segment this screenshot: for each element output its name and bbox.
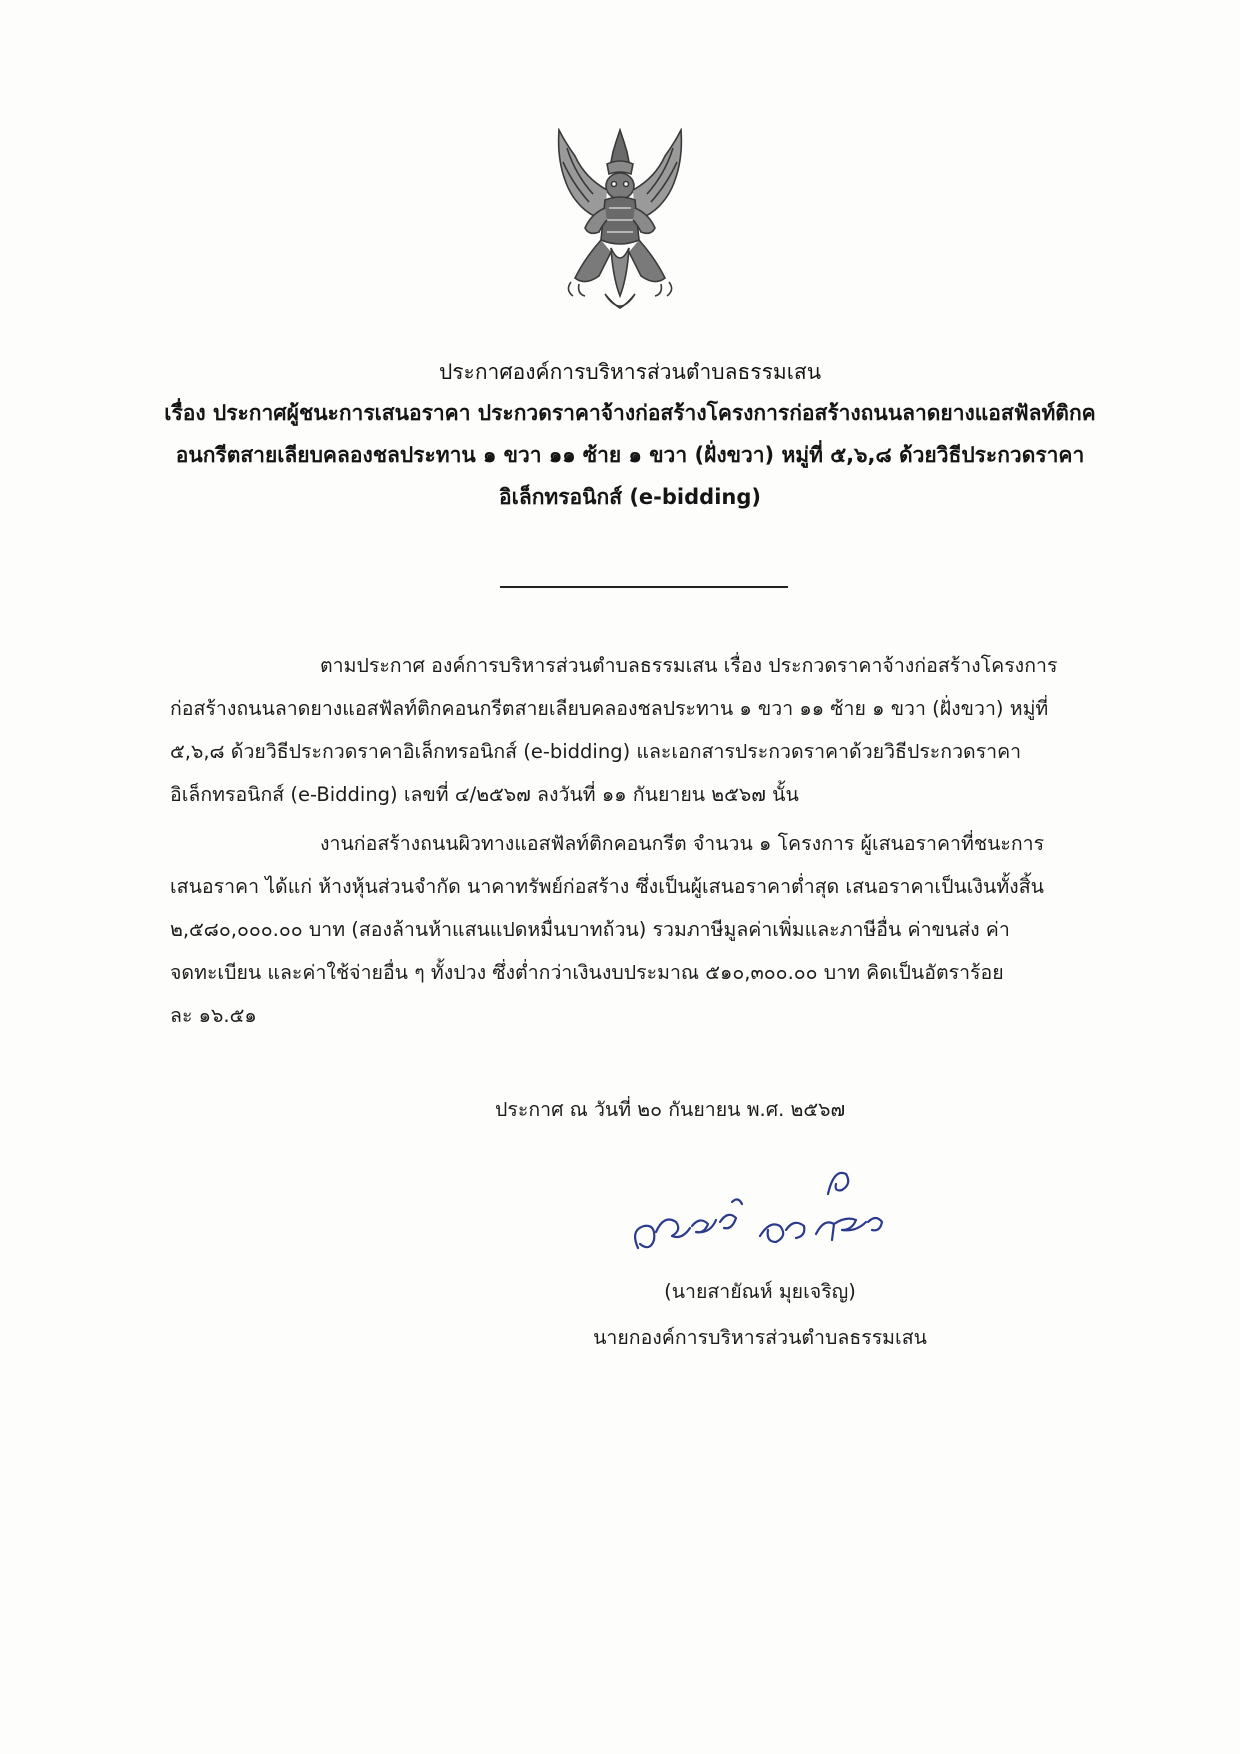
subject-line-3: อิเล็กทรอนิกส์ (e-bidding) — [499, 485, 761, 509]
paragraph-2-line-4: จดทะเบียน และค่าใช้จ่ายอื่น ๆ ทั้งปวง ซึ่งต่ำกว่าเงินงบประมาณ ๕๑๐,๓๐๐.๐๐ บาท คิดเป็นอัตราร้อย — [170, 961, 1004, 984]
header-divider — [500, 586, 788, 588]
paragraph-2-line-2: เสนอราคา ได้แก่ ห้างหุ้นส่วนจำกัด นาคาทรัพย์ก่อสร้าง ซึ่งเป็นผู้เสนอราคาต่ำสุด เสนอราคาเป็นเงินทั้งสิ้น — [170, 875, 1044, 898]
paragraph-1-line-1: ตามประกาศ องค์การบริหารส่วนตำบลธรรมเสน เรื่อง ประกวดราคาจ้างก่อสร้างโครงการ — [320, 654, 1058, 677]
announcement-date: ประกาศ ณ วันที่ ๒๐ กันยายน พ.ศ. ๒๕๖๗ — [495, 1098, 846, 1121]
garuda-emblem-icon — [555, 128, 685, 318]
announcement-subject — [150, 392, 1110, 518]
subject-line-2: อนกรีตสายเลียบคลองชลประทาน ๑ ขวา ๑๑ ซ้าย ๑ ขวา (ฝั่งขวา) หมู่ที่ ๕,๖,๘ ด้วยวิธีประกวดราคา — [175, 443, 1085, 467]
paragraph-2-line-3: ๒,๕๘๐,๐๐๐.๐๐ บาท (สองล้านห้าแสนแปดหมื่นบาทถ้วน) รวมภาษีมูลค่าเพิ่มและภาษีอื่น ค่าขนส่ง ค่า — [170, 918, 1010, 941]
signer-name: (นายสายัณห์ มุยเจริญ) — [664, 1280, 856, 1303]
announcement-title: ประกาศองค์การบริหารส่วนตำบลธรรมเสน — [438, 360, 822, 384]
subject-line-1: เรื่อง ประกาศผู้ชนะการเสนอราคา ประกวดราคาจ้างก่อสร้างโครงการก่อสร้างถนนลาดยางแอสฟัลท์ติกค — [164, 401, 1096, 425]
paragraph-2-line-1: งานก่อสร้างถนนผิวทางแอสฟัลท์ติกคอนกรีต จำนวน ๑ โครงการ ผู้เสนอราคาที่ชนะการ — [320, 832, 1045, 855]
signer-position: นายกองค์การบริหารส่วนตำบลธรรมเสน — [593, 1326, 927, 1349]
body-paragraph-1 — [170, 644, 1100, 816]
handwritten-signature-icon — [620, 1160, 940, 1270]
paragraph-1-line-4: อิเล็กทรอนิกส์ (e-Bidding) เลขที่ ๔/๒๕๖๗ ลงวันที่ ๑๑ กันยายน ๒๕๖๗ นั้น — [170, 783, 799, 806]
paragraph-1-line-3: ๕,๖,๘ ด้วยวิธีประกวดราคาอิเล็กทรอนิกส์ (e-bidding) และเอกสารประกวดราคาด้วยวิธีประกวดราคา — [170, 740, 1022, 763]
paragraph-2-line-5: ละ ๑๖.๕๑ — [170, 1004, 257, 1027]
body-paragraph-2 — [170, 822, 1100, 1037]
paragraph-1-line-2: ก่อสร้างถนนลาดยางแอสฟัลท์ติกคอนกรีตสายเลียบคลองชลประทาน ๑ ขวา ๑๑ ซ้าย ๑ ขวา (ฝั่งขวา) หมู่ที่ — [170, 697, 1049, 720]
